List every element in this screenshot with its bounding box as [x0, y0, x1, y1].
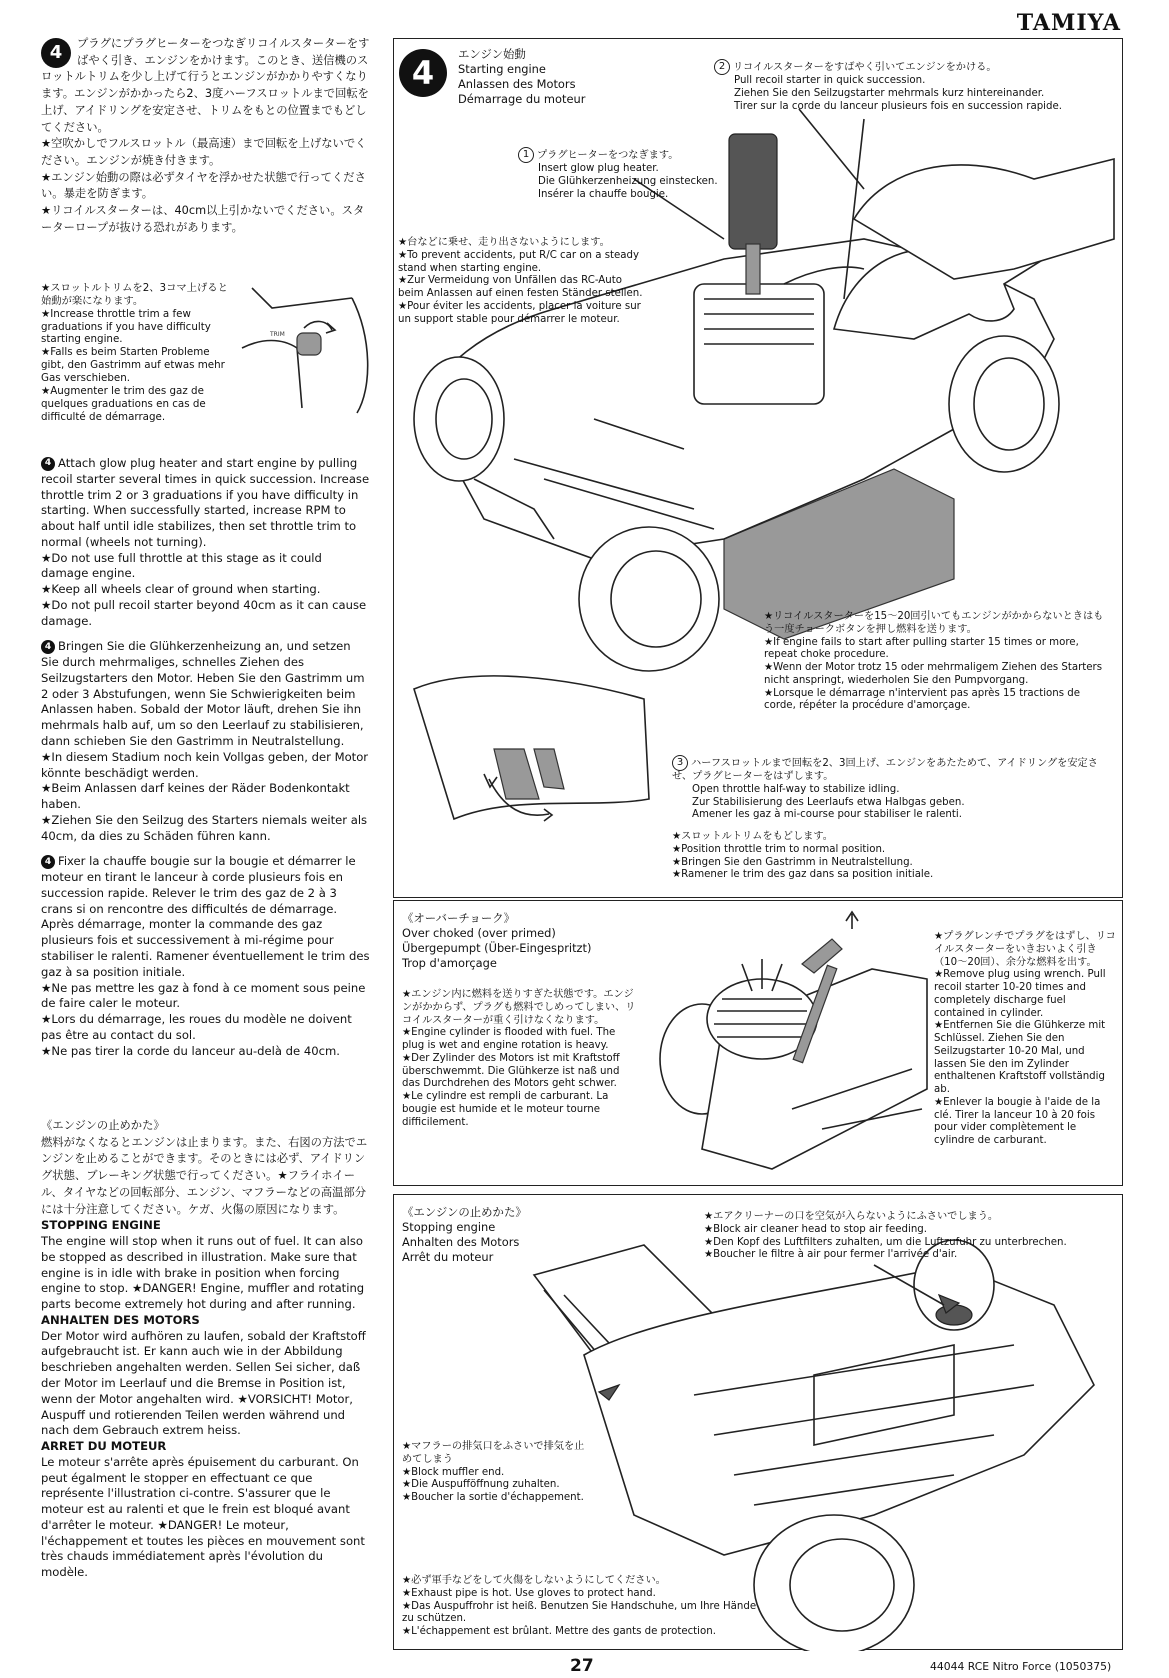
stop-de-title: ANHALTEN DES MOTORS — [41, 1312, 200, 1327]
stand-note: ★台などに乗せ、走り出さないようにします。 ★To prevent accidents, put R/C car on a steady stand when starting engine. ★Zur Vermeidung von Unfällen das RC-Auto beim Anlassen auf einen festen Ständer stellen. ★Pour éviter les accidents, placer la voiture sur un support stable pour démarrer le moteur. — [398, 237, 643, 325]
product-code: 44044 RCE Nitro Force (1050375) — [930, 1660, 1112, 1673]
callout-1-icon: 1 — [518, 147, 534, 163]
callout-glow-plug: 1 プラグヒーターをつなぎます。 Insert glow plug heater. Die Glühkerzenheizung einstecken. Insérer la chauffe bougie. — [518, 147, 738, 201]
over-choked-title: 《オーバーチョーク》 Over choked (over primed) Übergepumpt (Über-Eingespritzt) Trop d'amorçage — [402, 911, 592, 971]
throttle-trigger-illustration — [394, 669, 694, 849]
jp-start-instructions: 4 プラグにプラグヒーターをつなぎリコイルスターターをすばやく引き、エンジンをかけます。このとき、送信機のスロットルトリムを少し上げて行うとエンジンがかかりやすくなります。エンジンがかかったら2、3度ハーフスロットルまで回転を上げ、アイドリングを安定させ、トリムをもとの位置までもどしてください。 ★空吹かしでフルスロットル（最高速）まで回転を上げないでください。エンジンが焼き付きます。 ★エンジン始動の際は必ずタイヤを浮かせた状態で行ってください。暴走を防ぎます。 ★リコイルスターターは、40cm以上引かないでください。スターターロープが抜ける恐れがあります。 — [41, 37, 370, 234]
french-instructions: 4 Fixer la chauffe bougie sur la bougie et démarrer le moteur en tirant le lanceur à corde plusieurs fois en succession rapide. Relever le trim des gaz de 2 à 3 crans si on rencontre des difficultés de démarrage. Après démarrage, monter la commande des gaz plusieurs fois et successivement à mi-régime pour stabiliser le ralenti. Ramener éventuellement le trim des gaz à sa position initiale. ★Ne pas mettre les gaz à fond à ce moment sous peine de faire caler le moteur. ★Lors du démarrage, les roues du modèle ne doivent pas être au contact du sol. ★Ne pas tirer la corde du lanceur au-delà de 40cm. — [41, 854, 370, 1058]
stop-en-title: STOPPING ENGINE — [41, 1218, 161, 1233]
step-4-badge: 4 — [399, 49, 447, 97]
stop-jp-title: 《エンジンの止めかた》 — [41, 1119, 165, 1132]
step-number-badge: 4 — [41, 38, 71, 68]
stop-jp-body: 燃料がなくなるとエンジンは止まります。また、右図の方法でエンジンを止めることができます。そのときには必ず、アイドリング状態、ブレーキング状態で行ってください。★フライホイール、タイヤなどの回転部分、エンジン、マフラーなどの高温部分には十分注意してください。ケガ、火傷の原因になります。 — [41, 1135, 368, 1216]
left-column-lower — [41, 456, 371, 1069]
starting-engine-title: エンジン始動 Starting engine Anlassen des Motors Démarrage du moteur — [458, 47, 586, 107]
brand-logo: TAMIYA — [1016, 10, 1121, 36]
svg-text:TRIM: TRIM — [270, 331, 285, 338]
trim-note: ★スロットルトリムを2、3コマ上げると始動が楽になります。 ★Increase throttle trim a few graduations if you have difficulty starting engine. ★Falls es beim Starten Probleme gibt, den Gastrimm auf etwas mehr Gas verschieben. ★Augmenter le trim des gaz de quelques graduations en cas de difficulté de démarrage. — [41, 282, 228, 423]
callout-2-icon: 2 — [714, 59, 730, 75]
callout-half-throttle: 3 ハーフスロットルまで回転を2、3回上げ、エンジンをあたためて、アイドリングを安定させ、プラグヒーターをはずします。 Open throttle half-way to stabilize idling. Zur Stabilisierung des Leerlaufs etwa Halbgas geben. Amener les gaz à mi-course pour stabiliser le ralenti. — [672, 756, 1098, 821]
german-instructions: 4 Bringen Sie die Glühkerzenheizung an, und setzen Sie durch mehrmaliges, schnelles Ziehen des Seilzugstarters den Motor. Heben Sie den Gastrimm um 2 oder 3 Abstufungen, wenn Sie Schwierigkeiten beim Anlassen haben. Sobald der Motor läuft, drehen Sie ihn mehrmals halb auf, um so den Leerlauf zu stabilisieren, dann schieben Sie den Gastrimm in Neutralstellung. ★In diesem Stadium noch kein Vollgas geben, der Motor könnte beschädigt werden. ★Beim Anlassen darf keines der Räder Bodenkontakt haben. ★Ziehen Sie den Seilzug des Starters niemals weiter als 40cm, da dies zu Schäden führen kann. — [41, 639, 369, 843]
transmitter-trim-illustration — [232, 278, 372, 418]
muffler-note: ★マフラーの排気口をふさいで排気を止めてしまう ★Block muffler end. ★Die Auspufföffnung zuhalten. ★Boucher la sortie d'échappement. — [402, 1441, 585, 1503]
engine-plug-removal-illustration — [642, 909, 932, 1179]
stop-engine-text — [41, 1118, 371, 1581]
over-choked-panel — [393, 900, 1123, 1186]
air-cleaner-note: ★エアクリーナーの口を空気が入らないようにふさいでしまう。 ★Block air cleaner head to stop air feeding. ★Den Kopf des Luftfilters zuhalten, um die Luftzufuhr zu unterbrechen. ★Boucher le filtre à air pour fermer l'arrivée d'air. — [704, 1211, 1067, 1261]
gloves-note: ★必ず軍手などをして火傷をしないようにしてください。 ★Exhaust pipe is hot. Use gloves to protect hand. ★Das Auspuffrohr ist heiß. Benutzen Sie Handschuhe, um Ihre Hände zu schützen. ★L'échappement est brûlant. Mettre des gants de protection. — [402, 1575, 757, 1637]
stop-fr-title: ARRET DU MOTEUR — [41, 1439, 167, 1454]
left-column — [41, 36, 371, 247]
remove-plug-note: ★プラグレンチでプラグをはずし、リコイルスターターをいきおいよく引き（10〜20回）、余分な燃料を出す。 ★Remove plug using wrench. Pull recoil starter 10-20 times and completely discharge fuel contained in cylinder. ★Entfernen Sie die Glühkerze mit Schlüssel. Ziehen Sie den Seilzugstarter 10-20 Mal, und lassen Sie den im Zylinder enthaltenen Kraftstoff vollständig ab. ★Enlever la bougie à l'aide de la clé. Tirer la lanceur 10 à 20 fois pour vider complètement le cylindre de carburant. — [934, 931, 1116, 1146]
english-instructions: 4 Attach glow plug heater and start engine by pulling recoil starter several times in quick succession. Increase throttle trim 2 or 3 graduations if you have difficulty in starting. When successfully started, increase RPM to about half until idle stabilizes, then set throttle trim to normal (wheels not turning). ★Do not use full throttle at this stage as it could damage engine. ★Keep all wheels clear of ground when starting. ★Do not pull recoil starter beyond 40cm as it can cause damage. — [41, 456, 370, 628]
step-4-icon: 4 — [41, 855, 55, 869]
stop-fr-body: Le moteur s'arrête après épuisement du carburant. On peut égalment le stopper en effectuant ce que représente l'illustration ci-contre. S'assurer que le moteur est au ralenti et que le frein est bloqué avant d'arrêter le moteur. ★DANGER! Le moteur, l'échappement et toutes les pièces en mouvement sont très chauds immédiatement après l'évolution du modèle. — [41, 1454, 365, 1580]
page-number: 27 — [570, 1656, 594, 1676]
stop-en-body: The engine will stop when it runs out of fuel. It can also be stopped as described in illustration. Make sure that engine is in idle with brake in position when forcing engine to stop. ★DANGER! Engine, muffler and rotating parts become extremely hot during and after running. — [41, 1234, 365, 1312]
step-4-icon: 4 — [41, 457, 55, 471]
callout-recoil-starter: 2 リコイルスターターをすばやく引いてエンジンをかける。 Pull recoil starter in quick succession. Ziehen Sie den Seilzugstarter mehrmals kurz hintereinander. Tirer sur la corde du lanceur plusieurs fois en succession rapide. — [714, 59, 1119, 113]
trim-reset-note: ★スロットルトリムをもどします。 ★Position throttle trim to normal position. ★Bringen Sie den Gastrimm in Neutralstellung. ★Ramener le trim des gaz dans sa position initiale. — [672, 831, 934, 881]
stopping-engine-title: 《エンジンの止めかた》 Stopping engine Anhalten des Motors Arrêt du moteur — [402, 1205, 527, 1265]
starting-engine-panel — [393, 38, 1123, 898]
flooded-note: ★エンジン内に燃料を送りすぎた状態です。エンジンがかからず、プラグも燃料でしめってしまい、リコイルスターターが重く引けなくなります。 ★Engine cylinder is flooded with fuel. The plug is wet and engine rotation is heavy. ★Der Zylinder des Motors ist mit Kraftstoff überschwemmt. Die Glühkerze ist naß und das Durchdrehen des Motors geht schwer. ★Le cylindre est rempli de carburant. La bougie est humide et le moteur tourne difficilement. — [402, 989, 636, 1128]
step-4-icon: 4 — [41, 640, 55, 654]
stopping-engine-panel — [393, 1194, 1123, 1650]
stop-de-body: Der Motor wird aufhören zu laufen, sobald der Kraftstoff aufgebraucht ist. Er kann auch wie in der Abbildung beschrieben angehalten werden. Sellen Sei sicher, daß der Motor im Leerlauf und die Bremse in Position ist, wenn der Motor angehalten wird. ★VORSICHT! Motor, Auspuff und rotierenden Teilen werden während und nach dem Gebrauch extrem heiss. — [41, 1328, 366, 1438]
choke-note: ★リコイルスターターを15〜20回引いてもエンジンがかからないときはもう一度チョークボタンを押し燃料を送ります。 ★If engine fails to start after pulling starter 15 times or more, repeat choke procedure. ★Wenn der Motor trotz 15 oder mehrmaligem Ziehen des Starters nicht anspringt, wiederholen Sie den Pumpvorgang. ★Lorsque le démarrage n'intervient pas après 15 tractions de corde, répéter la procédure d'amorçage. — [764, 611, 1104, 712]
callout-3-icon: 3 — [672, 755, 688, 771]
